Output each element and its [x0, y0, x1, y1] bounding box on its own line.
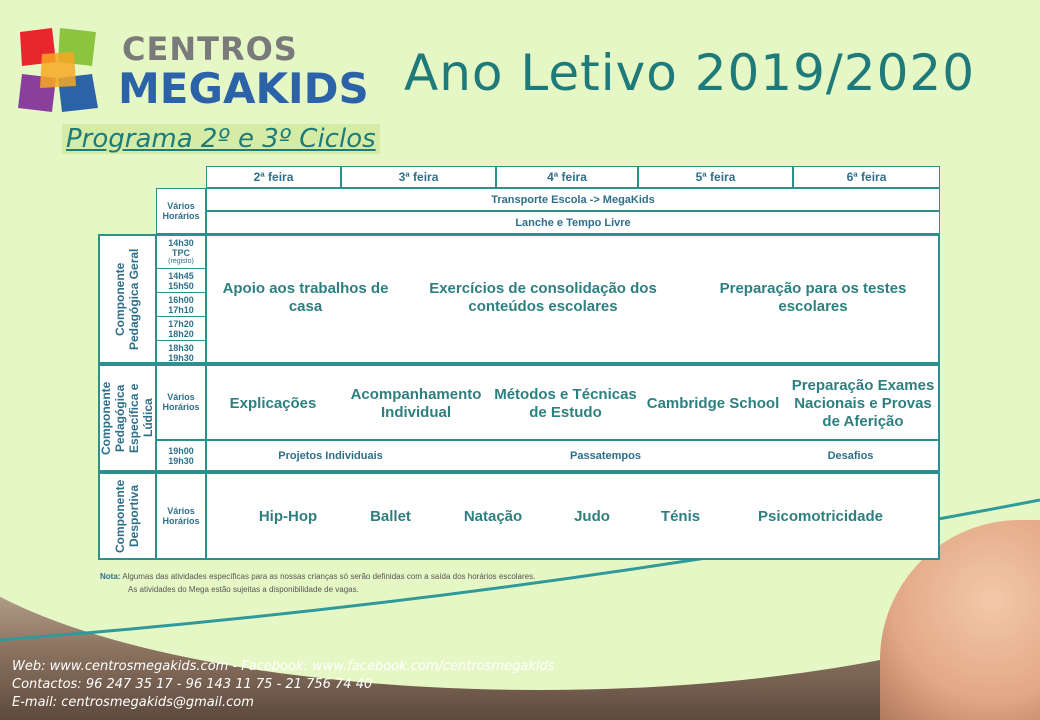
activity-ballet: Ballet	[370, 508, 411, 525]
note-line-1: Algumas das atividades específicas para as nossas crianças só serão definidas com a saída dos horários escolares.	[122, 572, 536, 581]
time-slot-4-end: 18h20	[168, 328, 194, 339]
time-slot-1-start: 14h30	[168, 237, 194, 248]
evening-passatempos: Passatempos	[570, 450, 641, 462]
time-cell-especifica: Vários Horários	[156, 364, 206, 440]
schedule-table	[98, 166, 940, 560]
footer	[12, 658, 555, 712]
activity-explicacoes: Explicações	[229, 395, 317, 412]
time-slot-2-end: 15h50	[168, 280, 194, 291]
footer-email: E-mail: centrosmegakids@gmail.com	[12, 695, 254, 710]
activity-natacao: Natação	[463, 508, 523, 525]
time-slot-4	[157, 317, 205, 341]
component-label-desportiva-text: Componente Desportiva	[113, 479, 141, 553]
page-title: Ano Letivo 2019/2020	[404, 44, 976, 102]
time-slot-5-end: 19h30	[168, 353, 194, 363]
day-header-thursday: 5ª feira	[638, 166, 793, 188]
note	[100, 570, 535, 596]
logo-icon	[12, 24, 104, 116]
activity-metodos: Métodos e Técnicas de Estudo	[494, 386, 637, 421]
time-slot-5-start: 18h30	[168, 343, 194, 353]
note-label: Nota:	[100, 572, 121, 581]
time-slot-2	[157, 269, 205, 293]
time-slot-1-tpc: TPC	[172, 247, 190, 258]
activity-hiphop: Hip-Hop	[258, 508, 318, 525]
time-slot-3-end: 17h10	[168, 304, 194, 315]
time-cell-evening: 19h00 19h30	[156, 440, 206, 472]
activity-judo: Judo	[574, 508, 610, 525]
snack-row: Lanche e Tempo Livre	[206, 211, 940, 234]
time-slot-3	[157, 293, 205, 317]
footer-web: Web: www.centrosmegakids.com - Facebook: www.facebook.com/centrosmegakids	[12, 659, 555, 674]
component-label-especifica	[98, 364, 156, 472]
evening-projects: Projetos Individuais	[278, 450, 383, 462]
activity-tenis: Ténis	[660, 508, 701, 525]
logo-text-top: CENTROS	[122, 30, 298, 68]
activity-exames: Preparação Exames Nacionais e Provas de Aferição	[791, 377, 935, 430]
component-label-especifica-text: Componente Pedagógica Específica e Lúdica	[99, 381, 155, 455]
logo-text-bottom: MEGAKIDS	[118, 64, 369, 113]
time-slot-2-start: 14h45	[168, 270, 194, 281]
time-slot-5	[157, 341, 205, 365]
component-label-desportiva	[98, 472, 156, 560]
activity-acompanhamento: Acompanhamento Individual	[350, 386, 482, 421]
transport-row: Transporte Escola -> MegaKids	[206, 188, 940, 211]
footer-contacts: Contactos: 96 247 35 17 - 96 143 11 75 - 21 756 74 40	[12, 677, 373, 692]
logo	[12, 24, 369, 116]
component-label-geral-text: Componente Pedagógica Geral	[113, 248, 141, 350]
activity-homework: Apoio aos trabalhos de casa	[222, 280, 389, 315]
time-slot-4-start: 17h20	[168, 318, 194, 329]
time-slot-1	[157, 235, 205, 269]
component-label-geral	[98, 234, 156, 364]
day-header-monday: 2ª feira	[206, 166, 341, 188]
activity-cambridge: Cambridge School	[646, 395, 780, 412]
activity-psicomotricidade: Psicomotricidade	[757, 508, 884, 525]
note-line-2: As atividades do Mega estão sujeitas a disponibilidade de vagas.	[128, 585, 359, 594]
evening-desafios: Desafios	[827, 450, 874, 462]
time-cell-desportiva: Vários Horários	[156, 472, 206, 560]
day-header-friday: 6ª feira	[793, 166, 940, 188]
time-slot-3-start: 16h00	[168, 294, 194, 305]
time-slot-1-note: (registo)	[168, 257, 194, 265]
program-subtitle: Programa 2º e 3º Ciclos	[62, 124, 380, 154]
day-header-tuesday: 3ª feira	[341, 166, 496, 188]
time-cell-top: Vários Horários	[156, 188, 206, 234]
activity-consolidation: Exercícios de consolidação dos conteúdos escolares	[429, 280, 657, 315]
time-column-geral	[156, 234, 206, 364]
day-header-wednesday: 4ª feira	[496, 166, 638, 188]
activity-test-prep: Preparação para os testes escolares	[719, 280, 907, 315]
